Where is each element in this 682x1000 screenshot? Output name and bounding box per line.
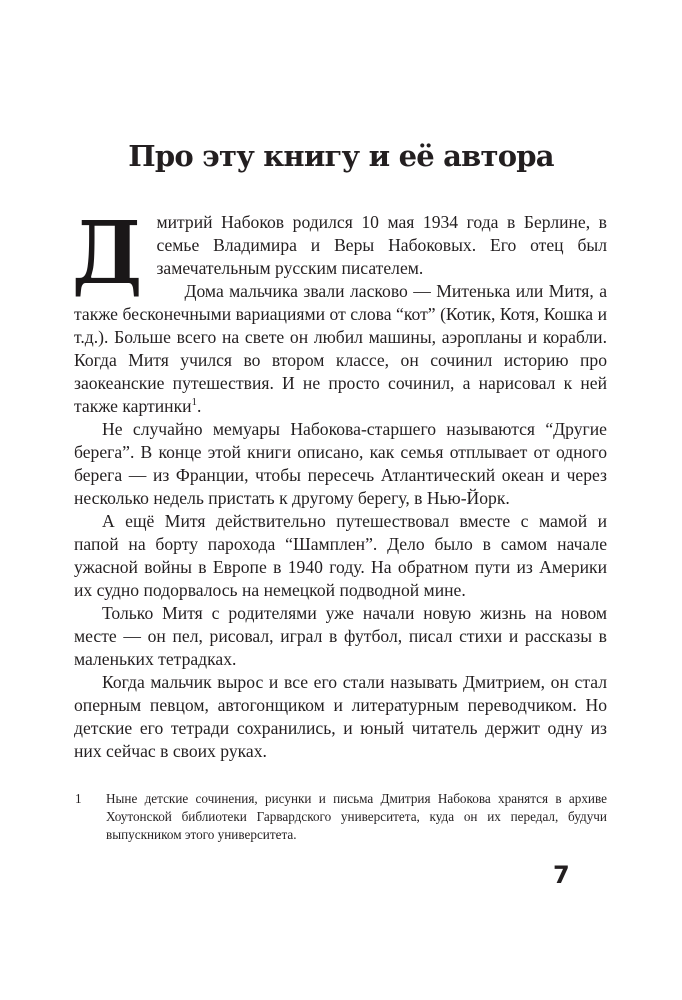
footnote-number: 1 [75,791,82,806]
page-title: Про эту книгу и её автора [128,139,554,173]
drop-cap: Д [72,203,143,304]
footnote-text: Ныне детские сочинения, рисунки и письма Дмитрия Набокова хранятся в архиве Хоутонской библиотеки Гарвардского университета, куда он их передал, будучи выпускником этого университета. [106,791,607,842]
paragraph-1: Дмитрий Набоков родился 10 мая 1934 года в Берлине, в семье Владимира и Веры Набоковых. Его отец был замечательным русским писателем. [72,203,607,304]
body-text [72,203,607,763]
paragraph-4: А ещё Митя действительно путешествовал вместе с мамой и папой на борту парохода “Шамплен”. Дело было в самом начале ужасной войны в Европе в 1940 году. На обратном пути из Америки их судно подорвалось на немецкой подводной мине. [74,511,607,600]
paragraph-6: Когда мальчик вырос и все его стали называть Дмитрием, он стал оперным певцом, автогонщиком и литературным переводчиком. Но детские его тетради сохранились, и юный читатель держит одну из них сейчас в своих руках. [74,672,607,761]
footnote-reference[interactable]: 1 [191,396,198,409]
paragraph-3: Не случайно мемуары Набокова-старшего называются “Другие берега”. В конце этой книги описано, как семья отплывает от одного берега — из Франции, чтобы пересечь Атлантический океан и через несколько недель пристать к другому берегу, в Нью-Йорк. [74,419,607,508]
paragraph-5: Только Митя с родителями уже начали новую жизнь на новом месте — он пел, рисовал, играл в футбол, писал стихи и рассказы в маленьких тетрадках. [74,603,607,669]
page-number: 7 [553,861,570,889]
paragraph-2: Дома мальчика звали ласково — Митенька или Митя, а также бесконечными вариациями от слова “кот” (Котик, Котя, Кошка и т.д.). Больше всего на свете он любил машины, аэропланы и корабли. Когда Митя учился во втором классе, он сочинил историю про заокеанские путешествия. И не просто сочинил, а нарисовал к ней также картинки$^1$. [74,281,607,416]
footnote [74,790,607,844]
